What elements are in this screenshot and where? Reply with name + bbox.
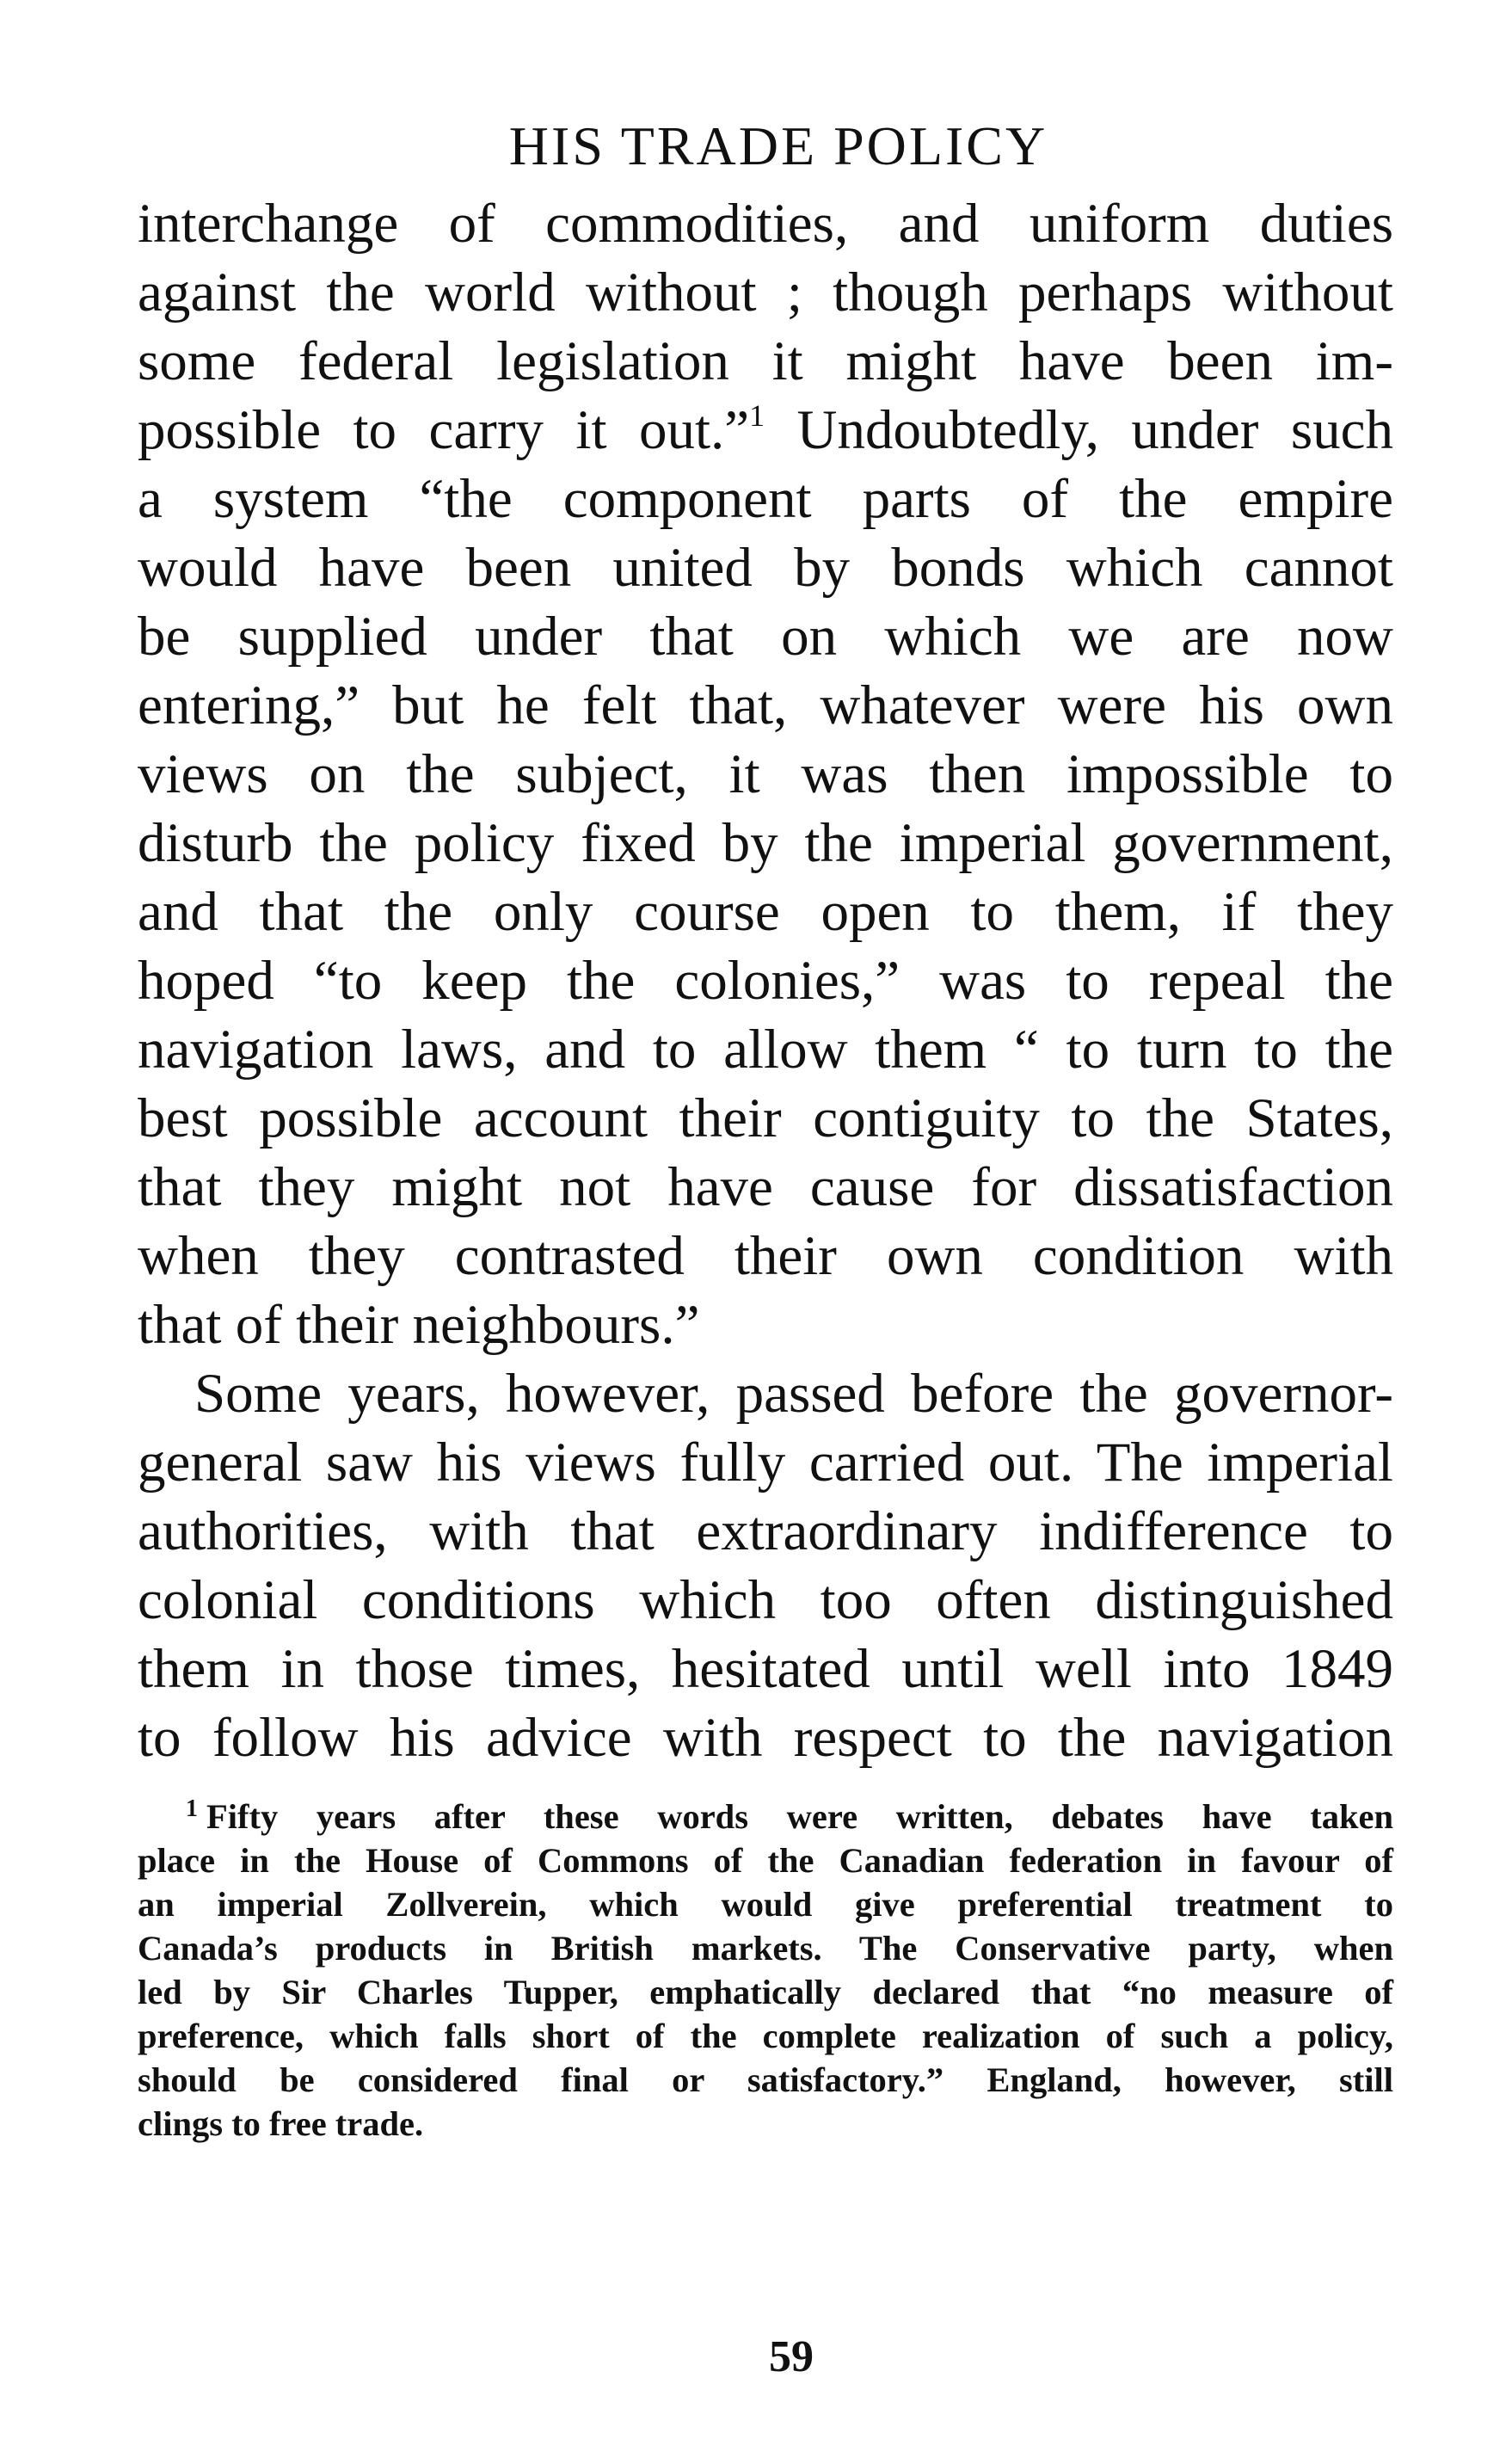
text-line: general saw his views fully carried out. The imperial [138,1432,1393,1493]
text-line: to follow his advice with respect to the navigation [138,1707,1393,1769]
footnote-line [138,1795,1393,1838]
footnote-line: place in the House of Commons of the Canadian federation in favour of [138,1841,1393,1880]
text-line: that they might not have cause for dissatisfaction [138,1156,1393,1218]
text-line: entering,” but he felt that, whatever were his own [138,674,1393,736]
footnote-text: Fifty years after these words were written, debates have taken [206,1797,1393,1836]
text-line: navigation laws, and to allow them “ to turn to the [138,1019,1393,1081]
text-line: disturb the policy fixed by the imperial government, [138,812,1393,874]
text-line: views on the subject, it was then impossible to [138,743,1393,805]
text-line-with-footnote-ref [138,396,1393,465]
book-page [138,112,1393,2381]
text-line: a system “the component parts of the empire [138,468,1393,530]
text-line: against the world without ; though perhaps without [138,262,1393,323]
text-fragment: possible to carry it out.” [138,399,750,461]
footnote [138,1795,1393,2146]
footnote-line: clings to free trade. [138,2104,424,2143]
text-line: them in those times, hesitated until well into 1849 [138,1638,1393,1700]
footnote-line: preference, which falls short of the complete realization of such a policy, [138,2017,1393,2055]
running-head: HIS TRADE POLICY [508,115,1048,176]
footnote-line: an imperial Zollverein, which would give preferential treatment to [138,1885,1393,1924]
text-line: be supplied under that on which we are now [138,606,1393,668]
footnote-line: should be considered final or satisfactory.” England, however, still [138,2060,1393,2099]
paragraph-1 [138,189,1393,1359]
text-line: and that the only course open to them, if they [138,881,1393,943]
footnote-line: led by Sir Charles Tupper, emphatically declared that “no measure of [138,1973,1393,2011]
text-line: some federal legislation it might have been im- [138,330,1393,392]
text-line: would have been united by bonds which cannot [138,537,1393,599]
text-line: interchange of commodities, and uniform duties [138,193,1393,255]
paragraph-2 [138,1359,1393,1772]
text-fragment: Undoubtedly, under such [765,399,1393,461]
text-line: Some years, however, passed before the governor- [194,1363,1393,1425]
footnote-line: Canada’s products in British markets. The Conservative party, when [138,1929,1393,1968]
footnote-reference[interactable]: 1 [749,398,765,433]
page-number: 59 [769,2332,814,2381]
text-line: best possible account their contiguity to the States, [138,1087,1393,1149]
text-line: when they contrasted their own condition with [138,1225,1393,1287]
text-line: that of their neighbours.” [138,1294,700,1356]
footnote-marker: 1 [186,1795,198,1822]
text-line: authorities, with that extraordinary indifference to [138,1500,1393,1562]
text-line: colonial conditions which too often distinguished [138,1569,1393,1631]
text-line: hoped “to keep the colonies,” was to repeal the [138,950,1393,1012]
